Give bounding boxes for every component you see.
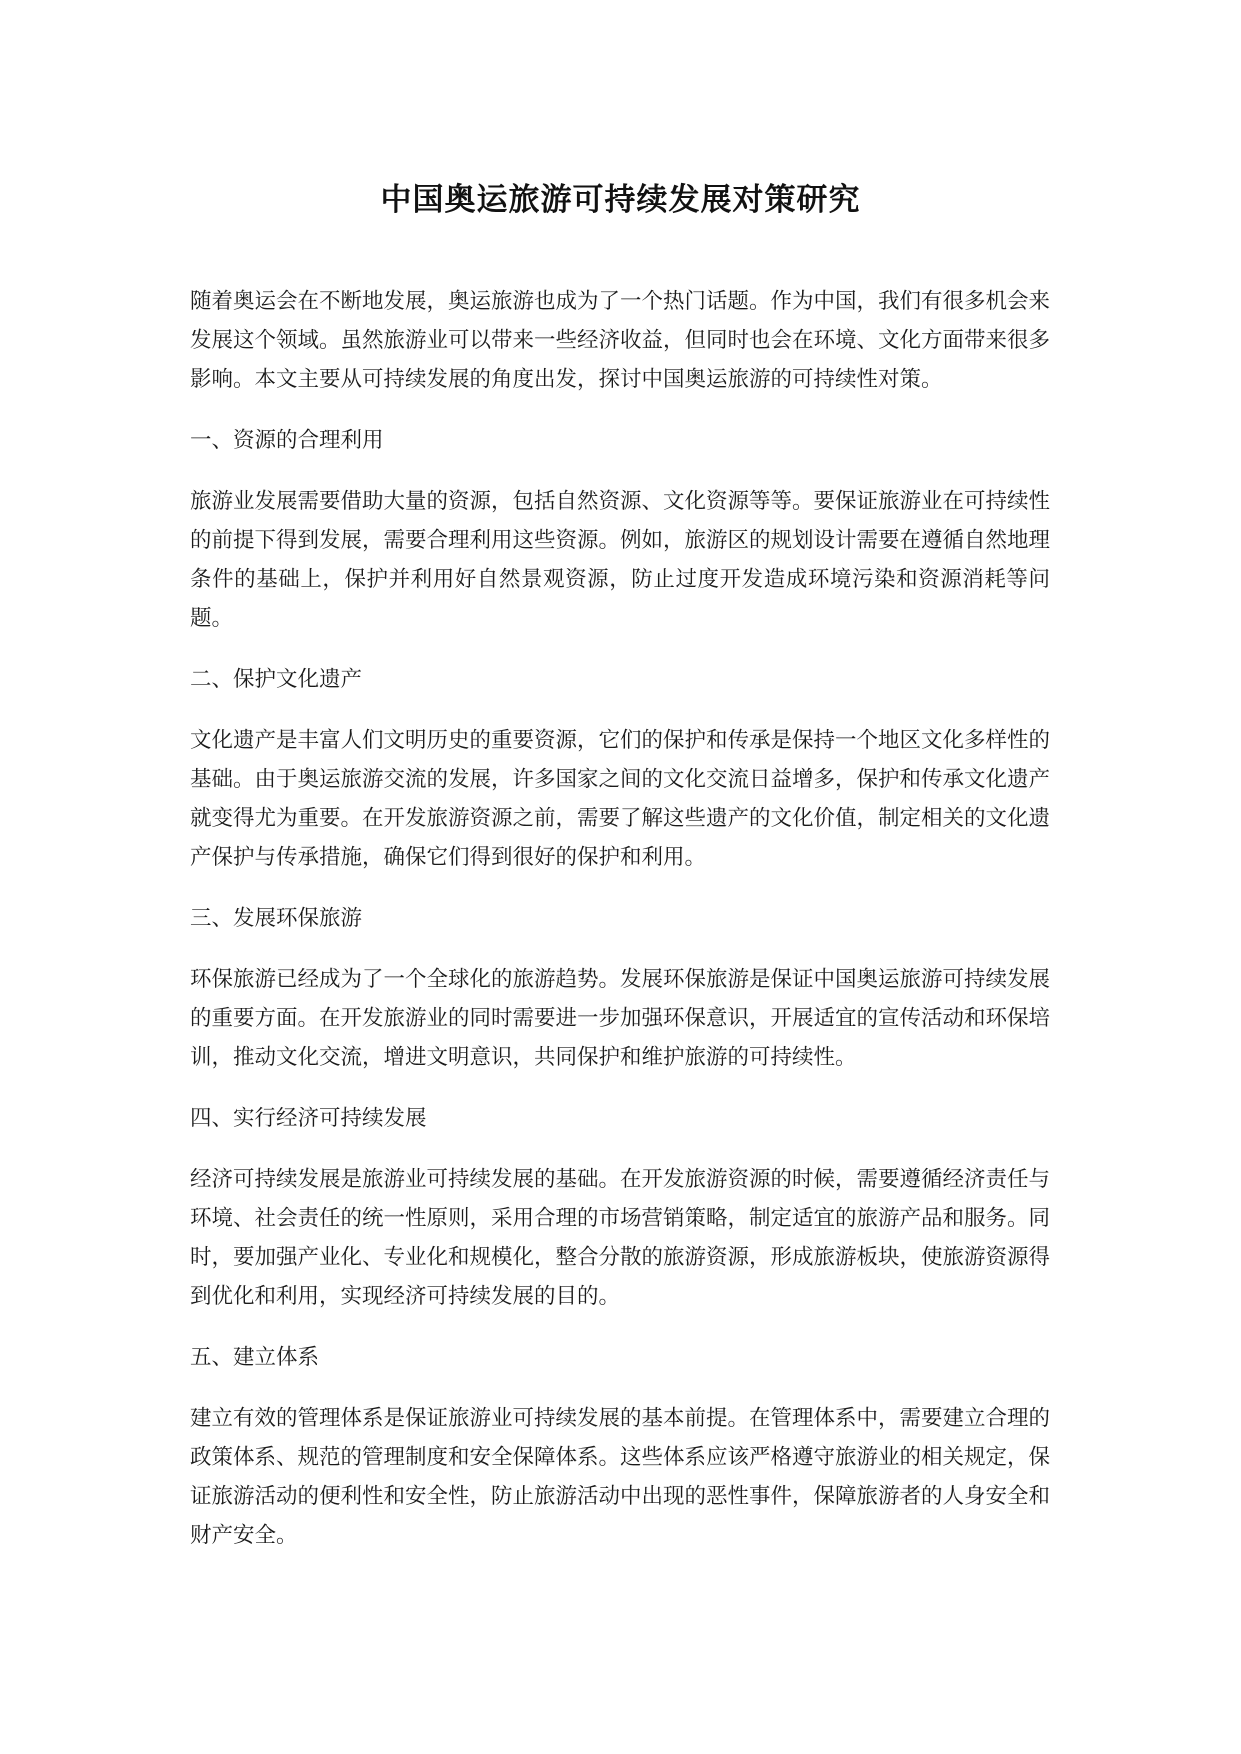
section-body-4: 经济可持续发展是旅游业可持续发展的基础。在开发旅游资源的时候，需要遵循经济责任与环境、社会责任的统一性原则，采用合理的市场营销策略，制定适宜的旅游产品和服务。同时，要加强产业化、专业化和规模化，整合分散的旅游资源，形成旅游板块，使旅游资源得到优化和利用，实现经济可持续发展的目的。: [190, 1167, 1051, 1309]
section-heading-5: 五、建立体系: [190, 1345, 320, 1370]
section-heading-1: 一、资源的合理利用: [190, 428, 384, 453]
section-body-2: 文化遗产是丰富人们文明历史的重要资源，它们的保护和传承是保持一个地区文化多样性的基础。由于奥运旅游交流的发展，许多国家之间的文化交流日益增多，保护和传承文化遗产就变得尤为重要。在开发旅游资源之前，需要了解这些遗产的文化价值，制定相关的文化遗产保护与传承措施，确保它们得到很好的保护和利用。: [190, 728, 1051, 870]
document-body: [190, 282, 1050, 1577]
section-body-5: 建立有效的管理体系是保证旅游业可持续发展的基本前提。在管理体系中，需要建立合理的政策体系、规范的管理制度和安全保障体系。这些体系应该严格遵守旅游业的相关规定，保证旅游活动的便利性和安全性，防止旅游活动中出现的恶性事件，保障旅游者的人身安全和财产安全。: [190, 1406, 1051, 1548]
section-heading-3: 三、发展环保旅游: [190, 906, 363, 931]
section-heading-2: 二、保护文化遗产: [190, 667, 363, 692]
section-heading-4: 四、实行经济可持续发展: [190, 1106, 427, 1131]
section-body-3: 环保旅游已经成为了一个全球化的旅游趋势。发展环保旅游是保证中国奥运旅游可持续发展的重要方面。在开发旅游业的同时需要进一步加强环保意识，开展适宜的宣传活动和环保培训，推动文化交流，增进文明意识，共同保护和维护旅游的可持续性。: [190, 967, 1051, 1070]
section-body-1: 旅游业发展需要借助大量的资源，包括自然资源、文化资源等等。要保证旅游业在可持续性的前提下得到发展，需要合理利用这些资源。例如，旅游区的规划设计需要在遵循自然地理条件的基础上，保护并利用好自然景观资源，防止过度开发造成环境污染和资源消耗等问题。: [190, 489, 1051, 631]
document-title: 中国奥运旅游可持续发展对策研究: [380, 182, 861, 218]
intro-paragraph: 随着奥运会在不断地发展，奥运旅游也成为了一个热门话题。作为中国，我们有很多机会来发展这个领域。虽然旅游业可以带来一些经济收益，但同时也会在环境、文化方面带来很多影响。本文主要从可持续发展的角度出发，探讨中国奥运旅游的可持续性对策。: [190, 289, 1051, 392]
